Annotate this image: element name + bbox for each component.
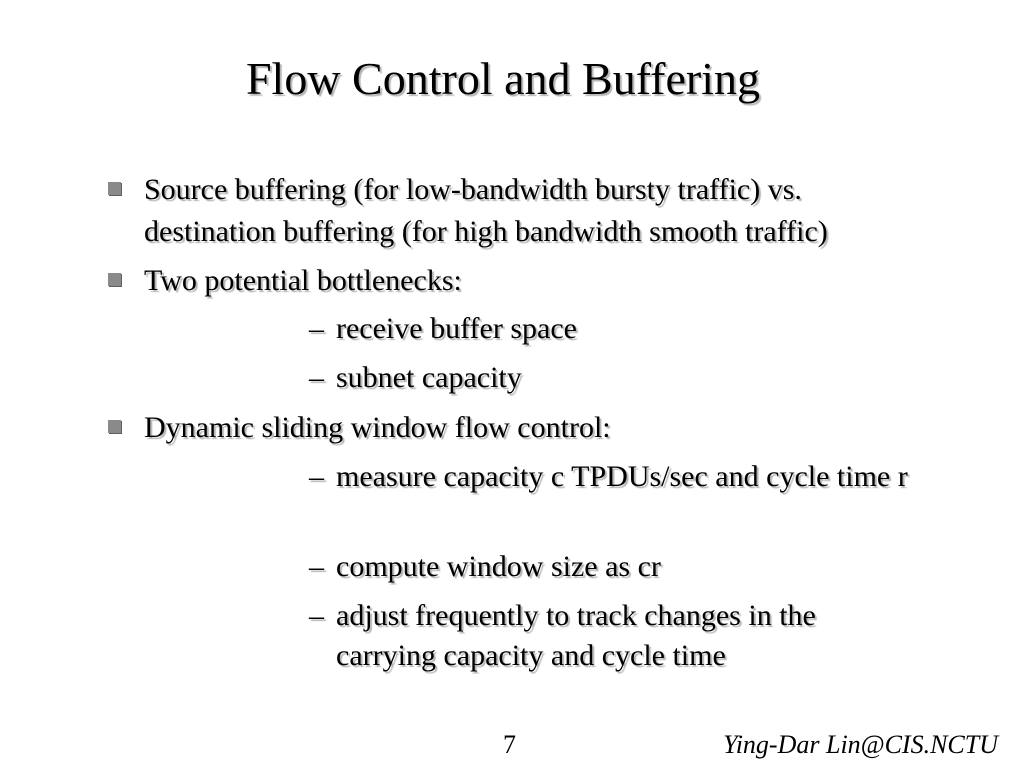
sub-bullet-text: subnet capacity: [336, 361, 522, 394]
bullet-text: Two potential bottlenecks:: [144, 264, 462, 297]
slide-title: Flow Control and Buffering: [245, 53, 761, 104]
square-bullet-icon: [108, 182, 121, 195]
dash-marker: –: [309, 599, 324, 632]
dash-marker: –: [309, 312, 324, 345]
square-bullet-icon: [108, 420, 121, 433]
page-number: 7: [503, 730, 516, 759]
sub-bullet-item: [309, 309, 929, 349]
bullet-text-continued: destination buffering (for high bandwidth smooth traffic): [144, 215, 828, 248]
dash-marker: –: [309, 460, 324, 493]
sub-bullet-text: compute window size as cr: [336, 550, 661, 583]
dash-marker: –: [309, 361, 324, 394]
sub-bullet-item: [309, 358, 929, 398]
sub-bullet-text: measure capacity c TPDUs/sec and cycle time r: [336, 460, 908, 493]
sub-bullet-item: [309, 547, 929, 587]
bullet-text: Source buffering (for low-bandwidth bursty traffic) vs.: [144, 173, 802, 206]
sub-bullet-item: [309, 596, 909, 676]
bullet-item: [108, 260, 948, 302]
bullet-item: [108, 169, 948, 253]
bullet-text: Dynamic sliding window flow control:: [144, 411, 611, 444]
sub-bullet-text: receive buffer space: [336, 312, 577, 345]
sub-bullet-text: adjust frequently to track changes in the carrying capacity and cycle time: [336, 599, 816, 672]
sub-bullet-item: [309, 457, 909, 497]
square-bullet-icon: [108, 273, 121, 286]
bullet-item: [108, 407, 948, 449]
footer-author: Ying-Dar Lin@CIS.NCTU: [723, 730, 998, 759]
dash-marker: –: [309, 550, 324, 583]
